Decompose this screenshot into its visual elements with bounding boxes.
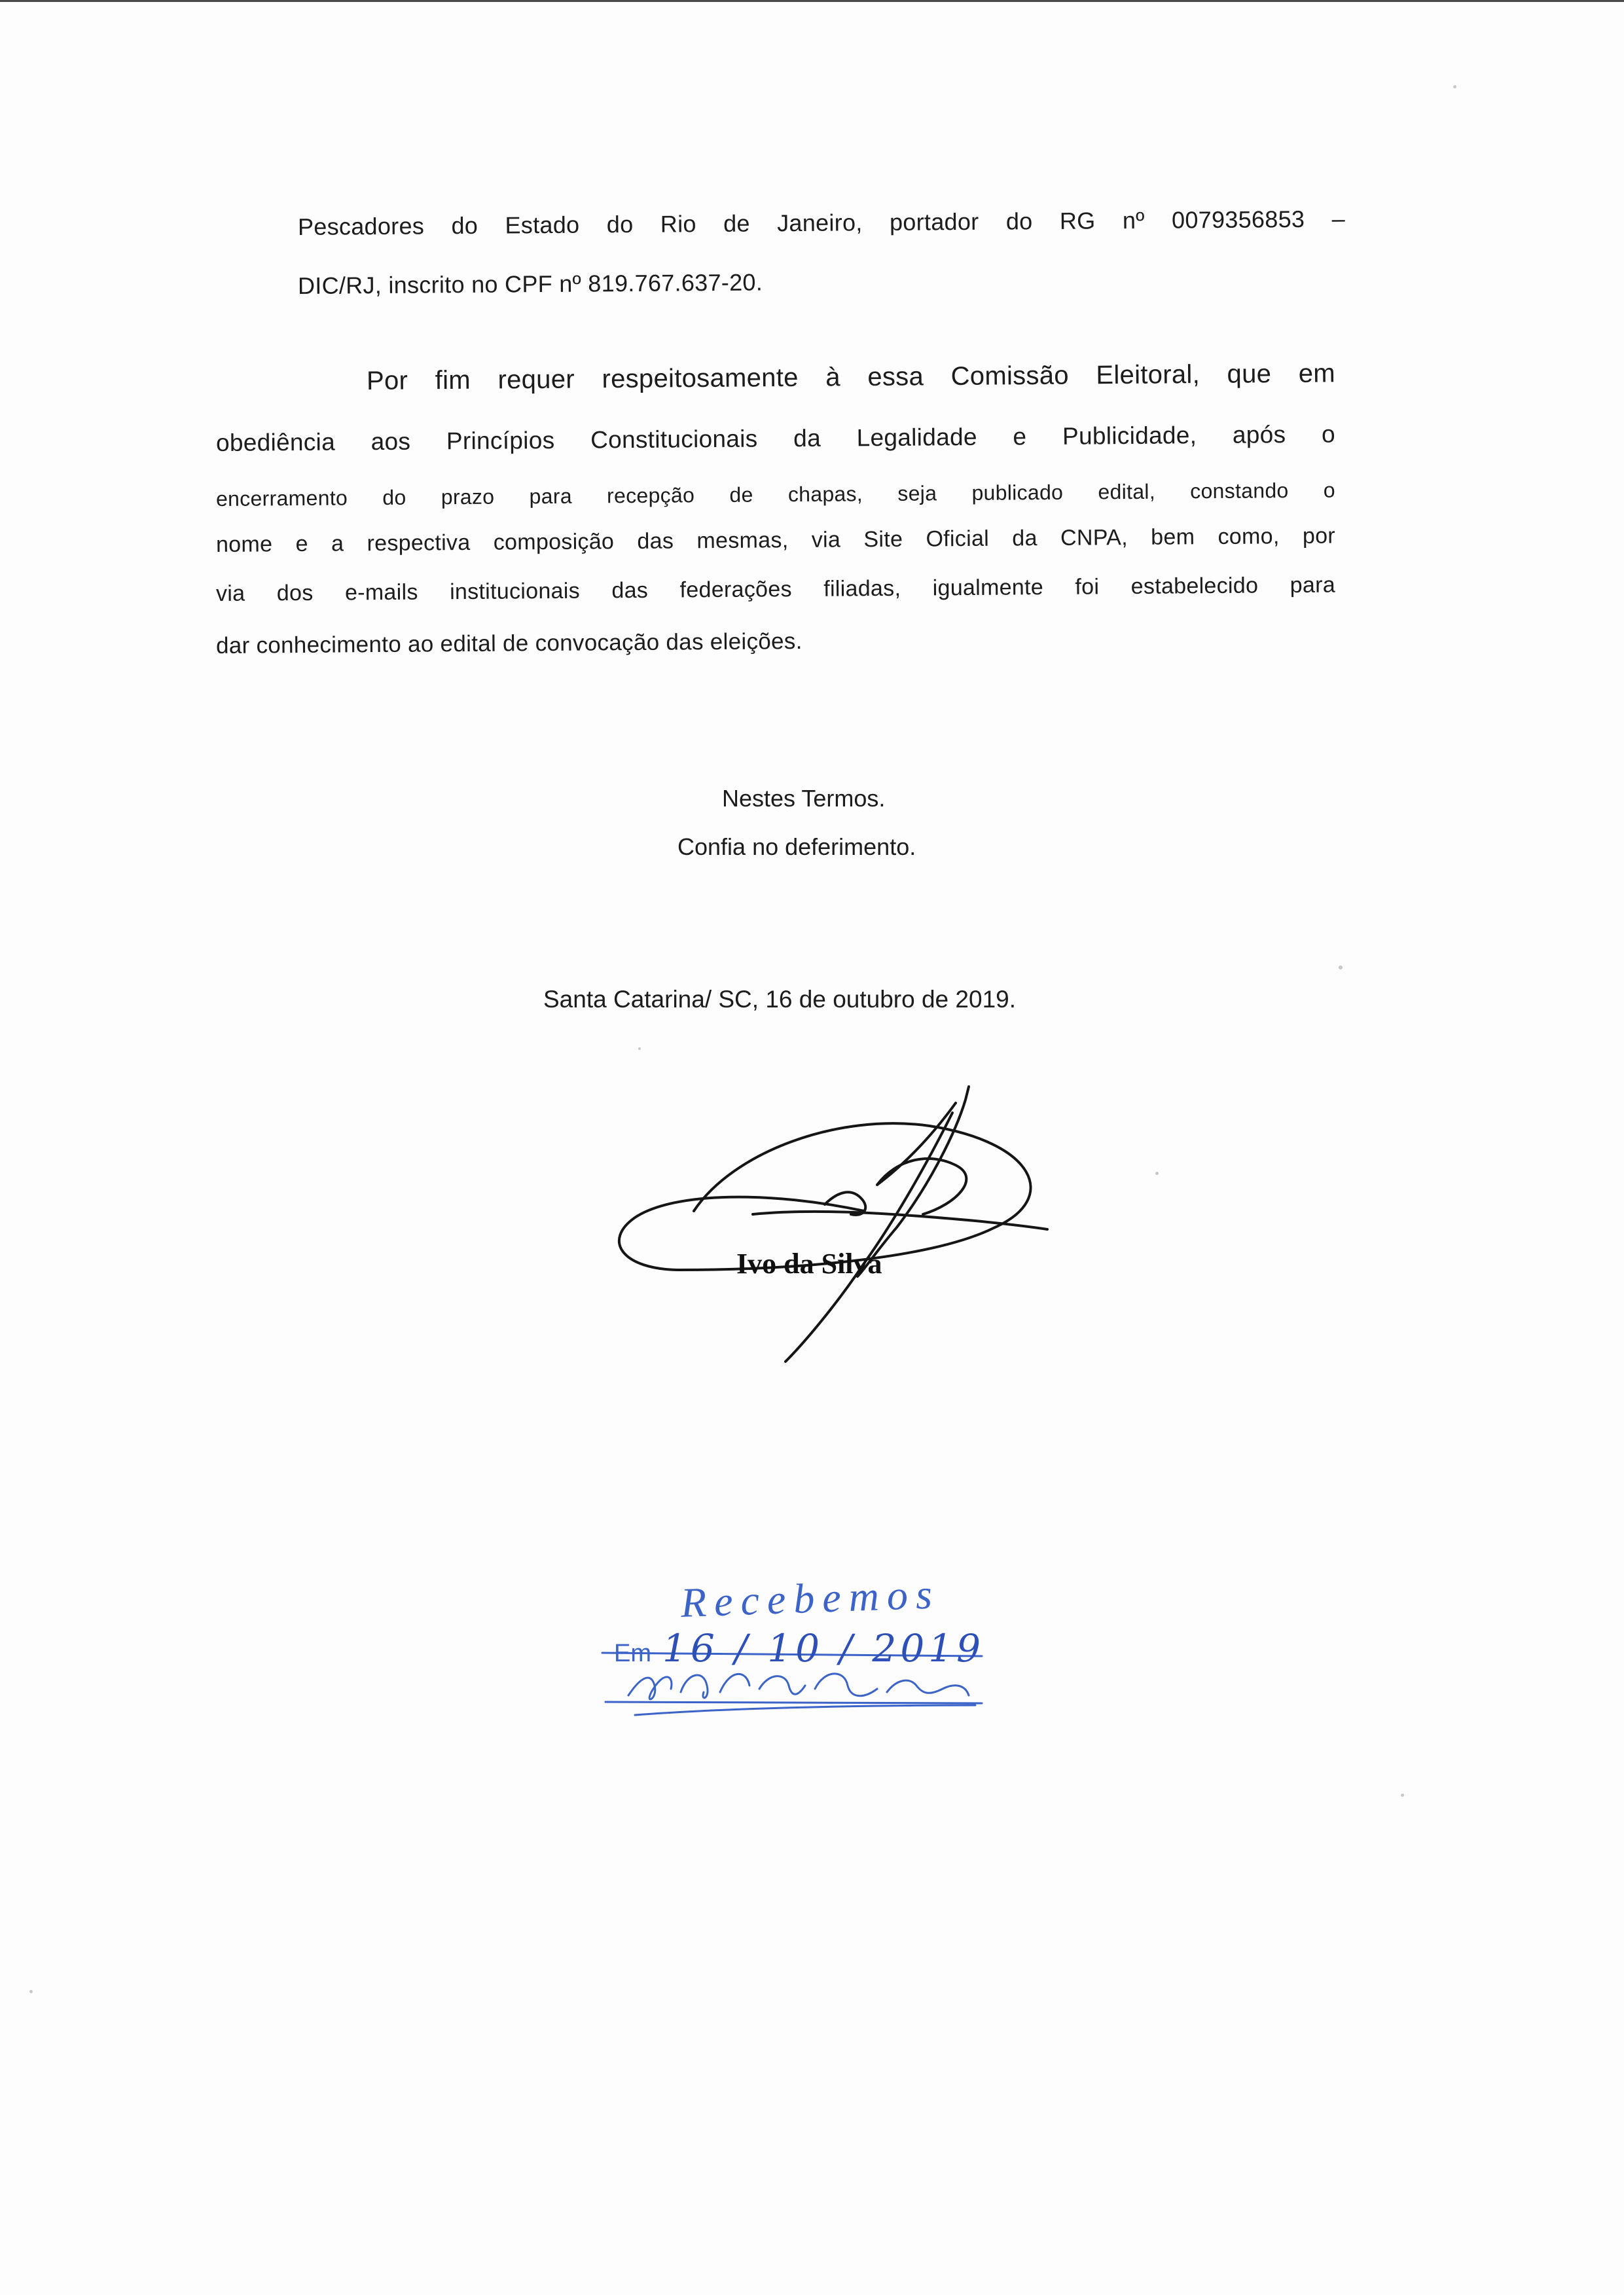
scan-speck <box>1401 1794 1404 1797</box>
closing-terms: Nestes Termos. <box>722 785 886 812</box>
handwritten-signature <box>589 1074 1087 1388</box>
paragraph-2-line-4: nome e a respectiva composição das mesmas, via Site Oficial da CNPA, bem como, por <box>215 523 1336 557</box>
scan-speck <box>29 1990 33 1993</box>
paragraph-2-line-2: obediência aos Princípios Constitucionais da Legalidade e Publicidade, após o <box>215 420 1336 456</box>
signatory-name: Ivo da Silva <box>736 1248 882 1280</box>
paragraph-2-line-5: via dos e-mails institucionais das federações filiadas, igualmente foi estabelecido para <box>215 572 1336 606</box>
paragraph-2-line-1: Por fim requer respeitosamente à essa Comissão Eleitoral, que em <box>366 359 1336 395</box>
scan-speck <box>1339 966 1343 969</box>
closing-confia: Confia no deferimento. <box>677 833 916 860</box>
stamp-em-label: Em <box>614 1640 651 1667</box>
paragraph-1-line-1: Pescadores do Estado do Rio de Janeiro, portador do RG nº 0079356853 – <box>297 205 1346 240</box>
paragraph-1-line-2: DIC/RJ, inscrito no CPF nº 819.767.637-20. <box>297 268 763 299</box>
stamp-handwritten-date: 16 / 10 / 2019 <box>662 1626 985 1671</box>
scan-speck <box>1453 85 1456 88</box>
place-and-date: Santa Catarina/ SC, 16 de outubro de 2019. <box>543 986 1017 1013</box>
stamp-title: Recebemos <box>679 1570 941 1626</box>
paragraph-2-line-6: dar conhecimento ao edital de convocação das eleições. <box>215 628 803 659</box>
paragraph-2-line-3: encerramento do prazo para recepção de chapas, seja publicado edital, constando o <box>215 478 1336 511</box>
scan-speck <box>638 1047 641 1050</box>
scan-top-edge <box>0 0 1624 2</box>
scan-speck <box>1155 1172 1159 1175</box>
